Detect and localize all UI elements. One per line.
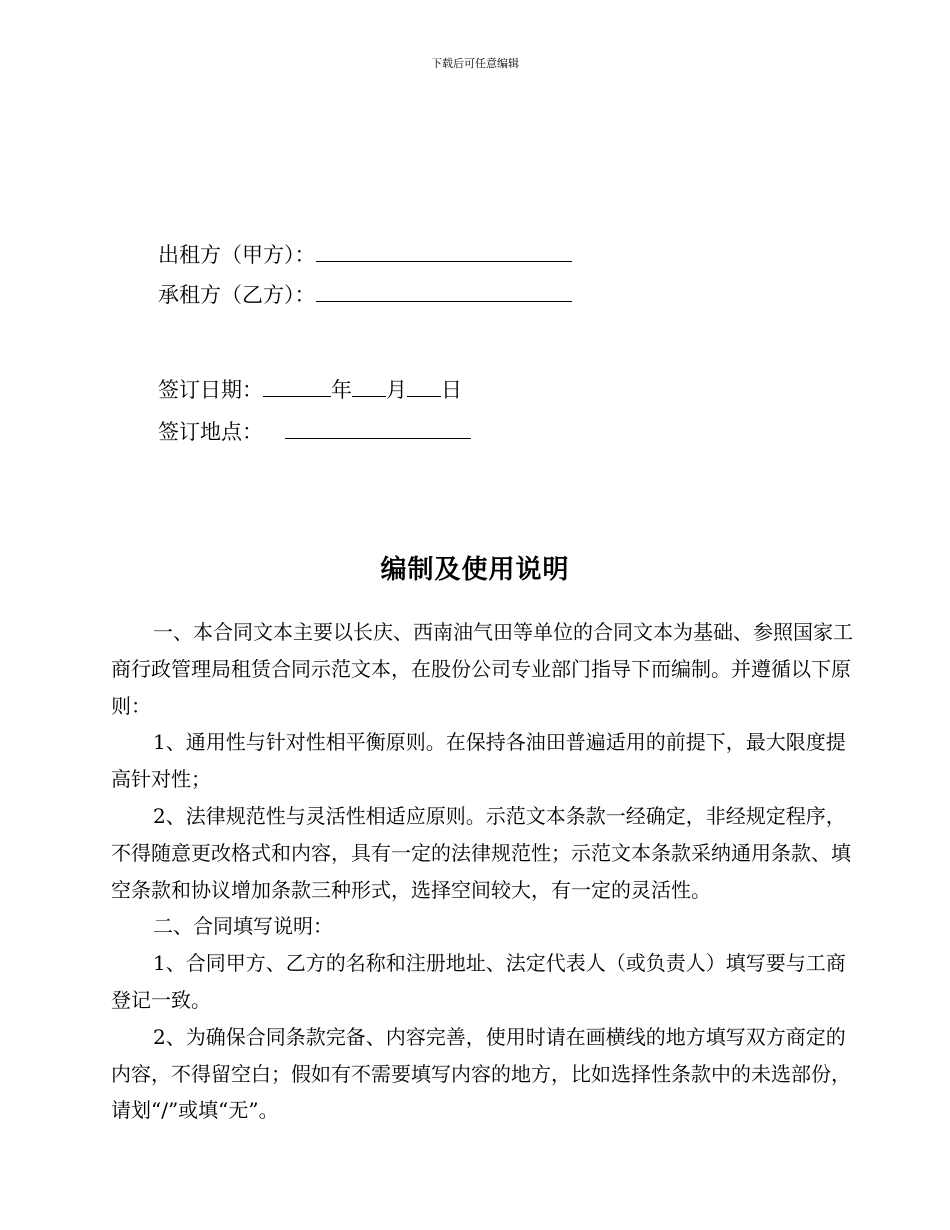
lessee-label: 承租方（乙方）：	[158, 283, 316, 307]
sign-place-blank[interactable]	[285, 418, 471, 439]
section-title: 编制及使用说明	[380, 555, 570, 585]
paragraph: 2、为确保合同条款完备、内容完善，使用时请在画横线的地方填写双方商定的内容，不得留空白；假如有不需要填写内容的地方，比如选择性条款中的未选部份，请划“/”或填“无”。	[111, 1024, 851, 1123]
day-label: 日	[441, 378, 462, 402]
lessor-label: 出租方（甲方）：	[158, 243, 316, 267]
sign-place-label: 签订地点：	[158, 420, 263, 444]
paragraph: 一、本合同文本主要以长庆、西南油气田等单位的合同文本为基础、参照国家工商行政管理局租赁合同示范文本，在股份公司专业部门指导下而编制。并遵循以下原则：	[111, 620, 853, 718]
month-blank[interactable]	[352, 376, 386, 397]
paragraph: 二、合同填写说明：	[153, 914, 333, 939]
month-label: 月	[386, 378, 407, 402]
sign-date-row	[158, 376, 462, 403]
lessor-blank[interactable]	[316, 241, 572, 262]
lessee-blank[interactable]	[316, 281, 572, 302]
year-label: 年	[331, 378, 352, 402]
paragraph: 1、通用性与针对性相平衡原则。在保持各油田普遍适用的前提下，最大限度提高针对性；	[111, 730, 846, 792]
day-blank[interactable]	[407, 376, 441, 397]
paragraph: 2、法律规范性与灵活性相适应原则。示范文本条款一经确定，非经规定程序，不得随意更改格式和内容，具有一定的法律规范性；示范文本条款采纳通用条款、填空条款和协议增加条款三种形式，选择空间较大，有一定的灵活性。	[111, 803, 851, 902]
page-header: 下载后可任意编辑	[431, 57, 519, 70]
instructions-body	[111, 614, 861, 1129]
paragraph: 1、合同甲方、乙方的名称和注册地址、法定代表人（或负责人）填写要与工商登记一致。	[111, 951, 846, 1012]
sign-place-row	[158, 418, 471, 445]
sign-date-label: 签订日期：	[158, 378, 263, 402]
lessee-row	[158, 281, 572, 308]
year-blank[interactable]	[263, 376, 331, 397]
lessor-row	[158, 241, 572, 268]
